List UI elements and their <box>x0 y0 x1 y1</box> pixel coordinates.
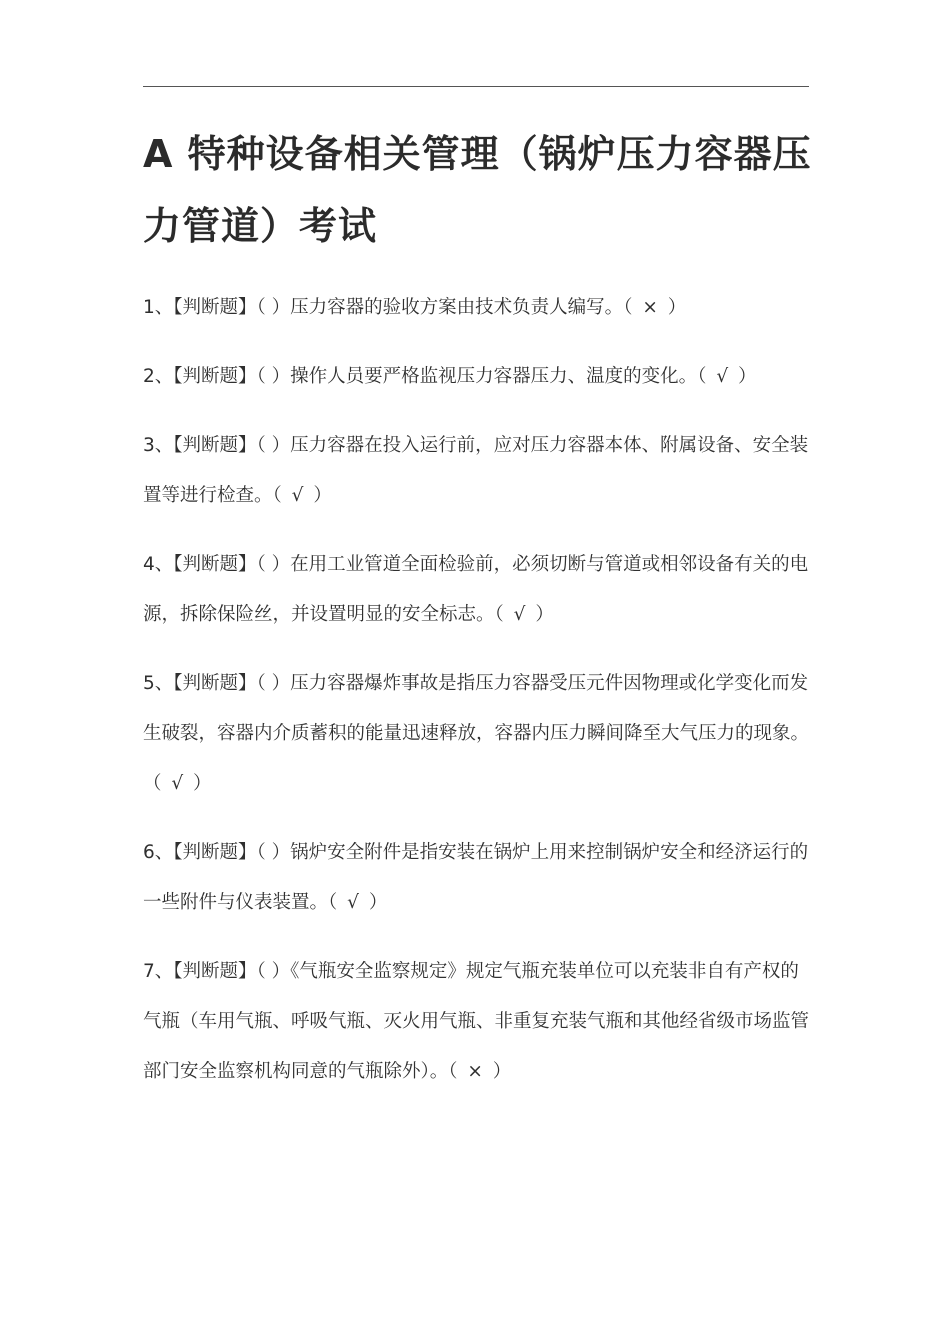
question-number: 7、 <box>143 961 174 982</box>
question-number: 5、 <box>143 673 174 694</box>
question-item <box>143 540 813 640</box>
question-answer: （ √ ） <box>143 773 214 794</box>
question-number: 6、 <box>143 842 174 863</box>
question-type: 【判断题】 <box>173 435 257 456</box>
question-item <box>143 947 813 1097</box>
question-text: （ ）压力容器的验收方案由技术负责人编写。 <box>256 297 624 318</box>
question-item <box>143 659 813 809</box>
question-text: （ ）压力容器在投入运行前，应对压力容器本体、附属设备、安全装置等进行检查。 <box>143 435 809 506</box>
question-type: 【判断题】 <box>173 842 257 863</box>
question-answer: （ √ ） <box>272 485 334 506</box>
question-text: （ ）操作人员要严格监视压力容器压力、温度的变化。 <box>256 366 698 387</box>
question-type: 【判断题】 <box>173 297 257 318</box>
question-answer: （ × ） <box>623 297 689 318</box>
question-item <box>143 421 813 521</box>
question-type: 【判断题】 <box>173 961 257 982</box>
question-number: 3、 <box>143 435 174 456</box>
question-item <box>143 283 813 333</box>
question-answer: （ √ ） <box>697 366 759 387</box>
top-divider <box>143 86 809 87</box>
question-text: （ ）锅炉安全附件是指安装在锅炉上用来控制锅炉安全和经济运行的一些附件与仪表装置。 <box>143 842 809 913</box>
question-number: 4、 <box>143 554 174 575</box>
question-item <box>143 828 813 928</box>
question-number: 1、 <box>143 297 174 318</box>
question-text: （ ）《气瓶安全监察规定》规定气瓶充装单位可以充装非自有产权的气瓶（车用气瓶、呼吸气瓶、灭火用气瓶、非重复充装气瓶和其他经省级市场监管部门安全监察机构同意的气瓶除外）。 <box>143 961 810 1082</box>
question-text: （ ）压力容器爆炸事故是指压力容器受压元件因物理或化学变化而发生破裂，容器内介质蓄积的能量迅速释放，容器内压力瞬间降至大气压力的现象。 <box>143 673 810 744</box>
question-type: 【判断题】 <box>173 554 257 575</box>
page-title: A 特种设备相关管理（锅炉压力容器压力管道）考试 <box>143 132 812 248</box>
question-item <box>143 352 813 402</box>
question-text: （ ）在用工业管道全面检验前，必须切断与管道或相邻设备有关的电源，拆除保险丝，并设置明显的安全标志。 <box>143 554 809 625</box>
question-answer: （ √ ） <box>328 892 390 913</box>
question-type: 【判断题】 <box>173 673 257 694</box>
question-number: 2、 <box>143 366 174 387</box>
question-type: 【判断题】 <box>173 366 257 387</box>
question-answer: （ × ） <box>448 1061 514 1082</box>
question-list <box>143 283 813 1116</box>
question-answer: （ √ ） <box>494 604 556 625</box>
